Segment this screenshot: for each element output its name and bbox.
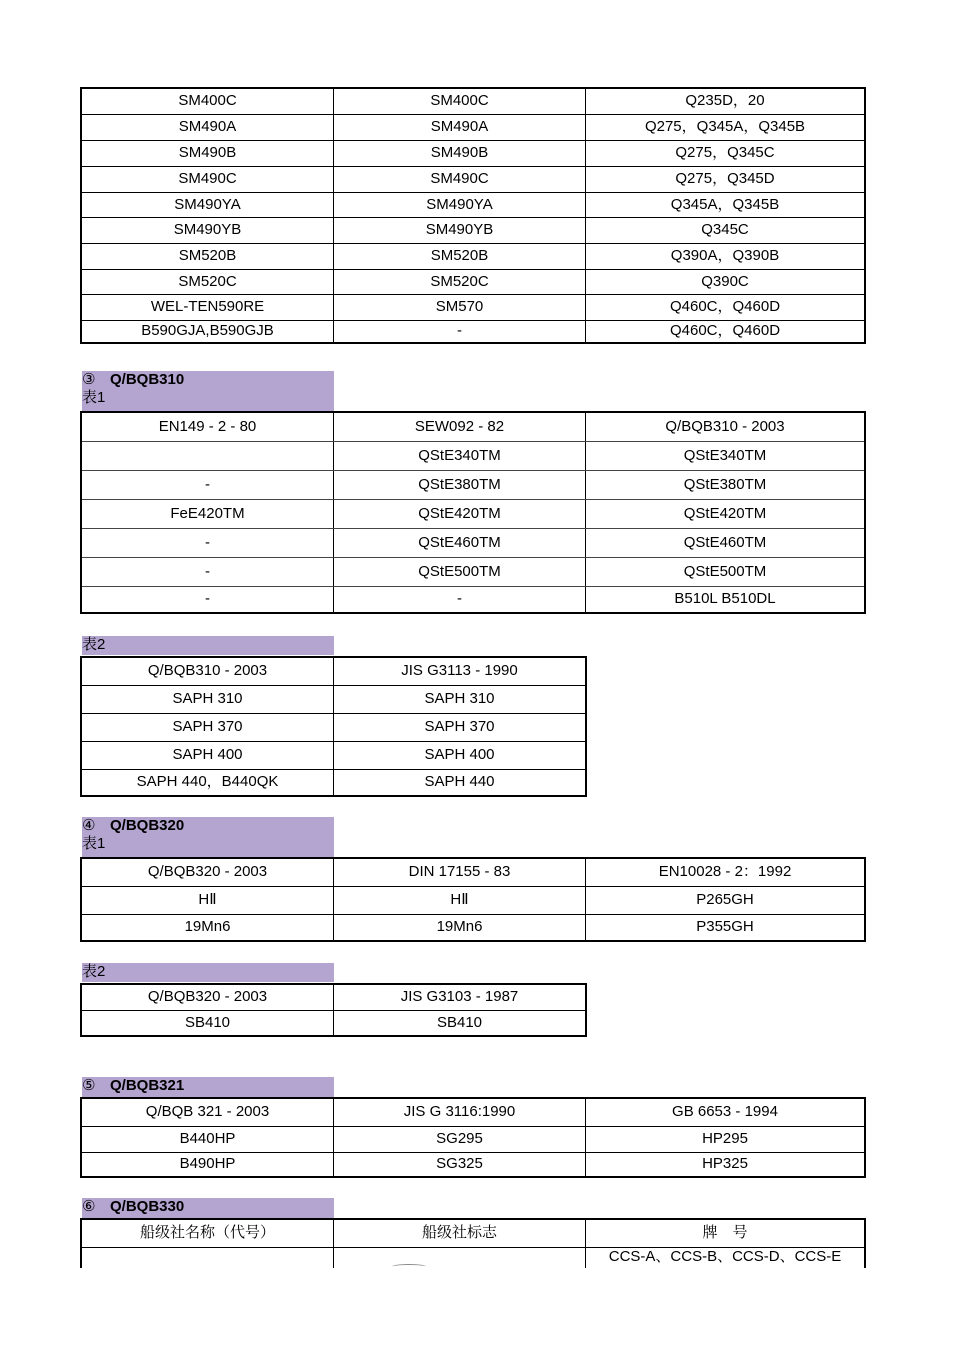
- table-cell: SM490B: [334, 140, 586, 166]
- table-cell: SM520B: [334, 243, 586, 269]
- table-header-row: [81, 657, 586, 685]
- table-cell: SM490A: [334, 114, 586, 140]
- table-cell: EN149 - 2 - 80: [81, 412, 334, 441]
- table-cell: QStE340TM: [586, 441, 866, 470]
- table-cell: SM490YA: [81, 192, 334, 217]
- table-cell: -: [81, 470, 334, 499]
- table-cell: SM570: [334, 294, 586, 320]
- table-header-cell: 牌 号: [586, 1219, 866, 1247]
- table-cell: -: [81, 586, 334, 613]
- section-4-table-2: [80, 983, 587, 1037]
- section-marker: ⑥: [82, 1198, 96, 1215]
- table-row: [81, 1152, 865, 1177]
- section-marker: ⑤: [82, 1077, 96, 1094]
- table-row: [81, 499, 865, 528]
- table-row: [81, 741, 586, 769]
- table-cell: Q235D，20: [586, 88, 866, 114]
- table-header-cell: 船级社标志: [334, 1219, 586, 1247]
- table-header-row: [81, 984, 586, 1010]
- table-cell: 19Mn6: [81, 914, 334, 941]
- section-marker: ④: [82, 817, 96, 834]
- table-cell: SAPH 310: [81, 685, 334, 713]
- table-cell: P355GH: [586, 914, 866, 941]
- table-cell: HP295: [586, 1126, 866, 1152]
- table-cell: SM490YA: [334, 192, 586, 217]
- table-cell: Q/BQB320 - 2003: [81, 984, 334, 1010]
- grade-comparison-table: [80, 983, 587, 1037]
- table-cell: SB410: [334, 1010, 587, 1036]
- table-row: [81, 294, 865, 320]
- table-cell: 19Mn6: [334, 914, 586, 941]
- table-cell: -: [81, 528, 334, 557]
- grade-comparison-table: [80, 411, 866, 614]
- table-row: [81, 914, 865, 941]
- table-cell: -: [81, 557, 334, 586]
- table-cell: Q460C，Q460D: [586, 320, 866, 343]
- table-cell: B510L B510DL: [586, 586, 866, 613]
- table-header-row: [81, 412, 865, 441]
- table-cell: HⅡ: [81, 886, 334, 914]
- section-6-banner: [82, 1198, 334, 1218]
- table-row: [81, 269, 865, 294]
- section-3-banner: [82, 371, 334, 411]
- table-cell: SM520B: [81, 243, 334, 269]
- section-5-banner: [82, 1077, 334, 1097]
- table-header-cell: 船级社名称（代号）: [81, 1219, 334, 1247]
- table-cell: -: [334, 320, 586, 343]
- table-cell: B590GJA,B590GJB: [81, 320, 334, 343]
- table-cell: QStE460TM: [586, 528, 866, 557]
- table-cell: SM490YB: [334, 217, 586, 243]
- table-cell: B440HP: [81, 1126, 334, 1152]
- table-cell: QStE420TM: [334, 499, 586, 528]
- table-cell: SM490C: [334, 166, 586, 192]
- grade-comparison-table: [80, 87, 866, 344]
- table-cell: [334, 1247, 586, 1268]
- table-row: [81, 713, 586, 741]
- table-row: [81, 166, 865, 192]
- classification-society-logo-icon: [392, 1264, 426, 1269]
- table-cell: Q/BQB320 - 2003: [81, 858, 334, 886]
- table-row: [81, 192, 865, 217]
- table-cell: SM490A: [81, 114, 334, 140]
- table-header-row: [81, 1219, 865, 1247]
- table-cell: P265GH: [586, 886, 866, 914]
- section-3-table-1: [80, 411, 866, 614]
- table-cell: SAPH 440: [334, 769, 587, 796]
- table-row: [81, 685, 586, 713]
- section-title: Q/BQB310: [110, 371, 185, 388]
- table-cell: DIN 17155 - 83: [334, 858, 586, 886]
- table-cell: -: [334, 586, 586, 613]
- section-marker: ③: [82, 371, 96, 388]
- table-label: 表2: [82, 963, 106, 980]
- table-row: [81, 586, 865, 613]
- table-header-row: [81, 1098, 865, 1126]
- table-cell: WEL-TEN590RE: [81, 294, 334, 320]
- table-row: [81, 1010, 586, 1036]
- table-cell: Q/BQB310 - 2003: [586, 412, 866, 441]
- table-cell: SM520C: [81, 269, 334, 294]
- table-cell: GB 6653 - 1994: [586, 1098, 866, 1126]
- table-cell: SAPH 310: [334, 685, 587, 713]
- table-cell: QStE500TM: [586, 557, 866, 586]
- table-cell: [81, 441, 334, 470]
- grade-comparison-table: [80, 1097, 866, 1178]
- table-cell: SAPH 400: [81, 741, 334, 769]
- table-cell: QStE380TM: [586, 470, 866, 499]
- table-cell: FeE420TM: [81, 499, 334, 528]
- table-label: 表2: [82, 636, 106, 653]
- table-cell: SG325: [334, 1152, 586, 1177]
- table-row: [81, 320, 865, 343]
- section-4-table-1: [80, 857, 866, 942]
- table-cell: QStE380TM: [334, 470, 586, 499]
- table-cell: Q275，Q345D: [586, 166, 866, 192]
- table-row: [81, 217, 865, 243]
- table-cell: QStE420TM: [586, 499, 866, 528]
- table-cell: JIS G3113 - 1990: [334, 657, 587, 685]
- table-cell: SAPH 440，B440QK: [81, 769, 334, 796]
- table-cell: Q390A，Q390B: [586, 243, 866, 269]
- table-cell: Q/BQB 321 - 2003: [81, 1098, 334, 1126]
- table-row: [81, 1126, 865, 1152]
- table-label: 表1: [82, 835, 106, 852]
- section-5-table: [80, 1097, 866, 1178]
- table-row: [81, 557, 865, 586]
- table-cell: SM400C: [81, 88, 334, 114]
- section-title: Q/BQB330: [110, 1198, 185, 1215]
- table-cell: SAPH 370: [81, 713, 334, 741]
- grade-comparison-table: [80, 857, 866, 942]
- table-row: [81, 769, 586, 796]
- table-cell: SM490C: [81, 166, 334, 192]
- table-cell: Q345C: [586, 217, 866, 243]
- grade-comparison-table: [80, 656, 587, 797]
- table-row: [81, 528, 865, 557]
- table-cell: Q390C: [586, 269, 866, 294]
- table-cell: Q460C，Q460D: [586, 294, 866, 320]
- section-3-table-2: [80, 656, 587, 797]
- table-cell: SB410: [81, 1010, 334, 1036]
- section-4-banner: [82, 817, 334, 857]
- table-cell: QStE340TM: [334, 441, 586, 470]
- table-row: [81, 88, 865, 114]
- table-cell: SG295: [334, 1126, 586, 1152]
- table-cell: QStE460TM: [334, 528, 586, 557]
- table-cell: SM490B: [81, 140, 334, 166]
- section-4-table-2-banner: [82, 963, 334, 982]
- table-row: [81, 886, 865, 914]
- table-cell: Q345A，Q345B: [586, 192, 866, 217]
- table-row: [81, 1247, 865, 1268]
- table-cell: CCS-A、CCS-B、CCS-D、CCS-E: [586, 1247, 866, 1268]
- section-title: Q/BQB321: [110, 1077, 185, 1094]
- table-row: [81, 114, 865, 140]
- table-cell: SAPH 370: [334, 713, 587, 741]
- table-row: [81, 243, 865, 269]
- table-cell: SEW092 - 82: [334, 412, 586, 441]
- table-row: [81, 441, 865, 470]
- table-row: [81, 140, 865, 166]
- table-cell: HP325: [586, 1152, 866, 1177]
- table-cell: [81, 1247, 334, 1268]
- table-cell: JIS G3103 - 1987: [334, 984, 587, 1010]
- table-cell: EN10028 - 2：1992: [586, 858, 866, 886]
- table-header-row: [81, 858, 865, 886]
- table-cell: B490HP: [81, 1152, 334, 1177]
- table-cell: JIS G 3116:1990: [334, 1098, 586, 1126]
- table-cell: QStE500TM: [334, 557, 586, 586]
- section-6-table: [80, 1218, 866, 1268]
- table-cell: SM520C: [334, 269, 586, 294]
- table-cell: SM490YB: [81, 217, 334, 243]
- table-cell: SAPH 400: [334, 741, 587, 769]
- table-label: 表1: [82, 389, 106, 406]
- steel-grade-table-top: [80, 87, 866, 344]
- classification-society-table: [80, 1218, 866, 1268]
- table-cell: Q/BQB310 - 2003: [81, 657, 334, 685]
- section-title: Q/BQB320: [110, 817, 185, 834]
- table-cell: HⅡ: [334, 886, 586, 914]
- table-row: [81, 470, 865, 499]
- table-cell: Q275，Q345C: [586, 140, 866, 166]
- section-3-table-2-banner: [82, 636, 334, 655]
- table-cell: SM400C: [334, 88, 586, 114]
- table-cell: Q275，Q345A，Q345B: [586, 114, 866, 140]
